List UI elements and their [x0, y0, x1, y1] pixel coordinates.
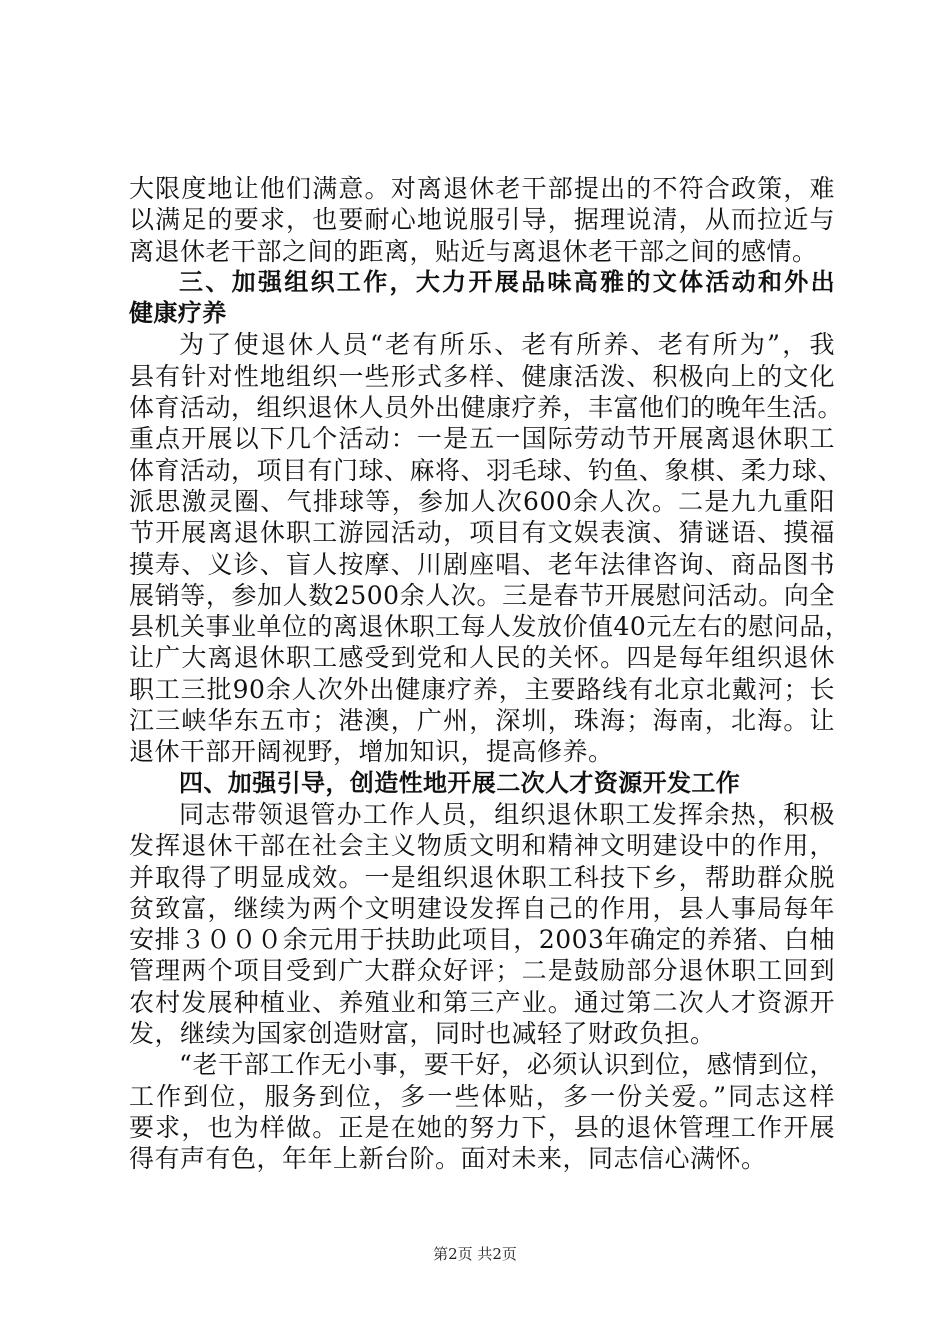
body-line: 江三峡华东五市；港澳，广州，深圳，珠海；海南，北海。让: [129, 706, 835, 736]
body-line: 安排３０００余元用于扶助此项目，2003年确定的养猪、白柚: [129, 925, 835, 955]
body-line: 重点开展以下几个活动：一是五一国际劳动节开展离退休职工: [129, 424, 835, 454]
body-line: 县机关事业单位的离退休职工每人发放价值40元左右的慰问品，: [129, 612, 851, 642]
body-line: 发，继续为国家创造财富，同时也减轻了财政负担。: [129, 1019, 716, 1049]
body-line: 管理两个项目受到广大群众好评；二是鼓励部分退休职工回到: [129, 956, 835, 986]
body-line: 以满足的要求，也要耐心地说服引导，据理说清，从而拉近与: [129, 205, 835, 235]
section-heading-4: 四、加强引导，创造性地开展二次人才资源开发工作: [179, 768, 741, 797]
body-line: 县有针对性地组织一些形式多样、健康活泼、积极向上的文化: [129, 361, 835, 391]
document-body: [129, 173, 851, 1175]
body-line: 展销等，参加人数2500余人次。三是春节开展慰问活动。向全: [129, 580, 835, 610]
body-line: 发挥退休干部在社会主义物质文明和精神文明建设中的作用，: [129, 831, 835, 861]
body-line: 体育活动，组织退休人员外出健康疗养，丰富他们的晚年生活。: [129, 393, 844, 423]
body-line: 让广大离退休职工感受到党和人民的关怀。四是每年组织退休: [129, 643, 835, 673]
body-line: 离退休老干部之间的距离，贴近与离退休老干部之间的感情。: [129, 236, 818, 266]
body-line: 贫致富，继续为两个文明建设发挥自己的作用，县人事局每年: [129, 893, 835, 923]
body-line: 为了使退休人员“老有所乐、老有所养、老有所为”，我: [179, 330, 835, 360]
body-line: 同志带领退管办工作人员，组织退休职工发挥余热，积极: [179, 799, 835, 829]
body-line: 工作到位，服务到位，多一些体贴，多一份关爱。”同志这样: [129, 1081, 835, 1111]
body-line: 农村发展种植业、养殖业和第三产业。通过第二次人才资源开: [129, 987, 835, 1017]
section-heading-3: 三、加强组织工作，大力开展品味高雅的文体活动和外出: [179, 267, 835, 296]
body-line: 摸寿、义诊、盲人按摩、川剧座唱、老年法律咨询、商品图书: [129, 549, 835, 579]
body-line: 职工三批90余人次外出健康疗养，主要路线有北京北戴河；长: [129, 674, 835, 704]
body-line: 派思激灵圈、气排球等，参加人次600余人次。二是九九重阳: [129, 486, 835, 516]
page-footer: 第2页 共2页: [433, 1245, 517, 1263]
body-line: 并取得了明显成效。一是组织退休职工科技下乡，帮助群众脱: [129, 862, 835, 892]
body-line: 体育活动，项目有门球、麻将、羽毛球、钓鱼、象棋、柔力球、: [129, 455, 844, 485]
body-line: 退休干部开阔视野，增加知识，提高修养。: [129, 737, 614, 767]
body-line: 得有声有色，年年上新台阶。面对未来，同志信心满怀。: [129, 1144, 767, 1174]
body-line: 节开展离退休职工游园活动，项目有文娱表演、猜谜语、摸福: [129, 518, 835, 548]
body-line: 大限度地让他们满意。对离退休老干部提出的不符合政策，难: [129, 174, 835, 203]
section-heading-3-cont: 健康疗养: [129, 299, 227, 328]
body-line: “老干部工作无小事，要干好，必须认识到位，感情到位，: [179, 1050, 835, 1080]
body-line: 要求，也为样做。正是在她的努力下，县的退休管理工作开展: [129, 1112, 835, 1142]
